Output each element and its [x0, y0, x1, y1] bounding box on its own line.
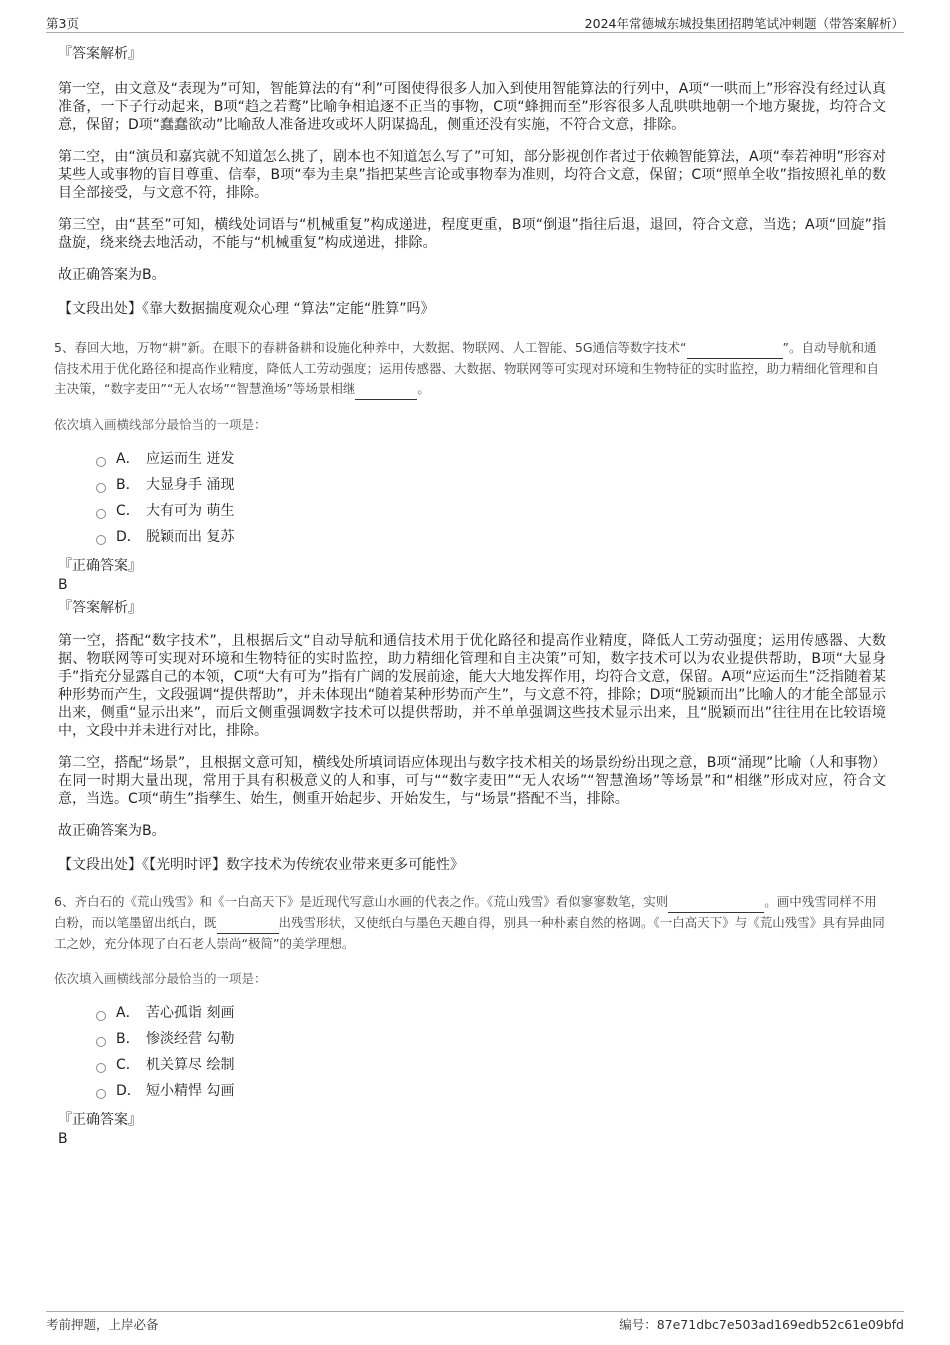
options-list: [96, 446, 886, 550]
analysis-paragraph: 第一空，由文意及“表现为”可知，智能算法的有“利”可图使得很多人加入到使用智能算法的行列中，A项“一哄而上”形容没有经过认真准备，一下子行动起来，B项“趋之若鹜”比喻争相追逐不正当的事物，C项“蜂拥而至”形容很多人乱哄哄地朝一个地方聚拢，均符合文意，保留；D项“蠢蠢欲动”比喻敌人准备进攻或坏人阴谋捣乱，侧重还没有实施，不符合文意，排除。: [58, 81, 886, 133]
analysis-conclusion: 故正确答案为B。: [58, 267, 166, 283]
question-text: 6、齐白石的《荒山残雪》和《一白高天下》是近现代写意山水画的代表之作。《荒山残雪》看似寥寥数笔，实则: [54, 894, 669, 909]
options-list: [96, 1000, 886, 1104]
option-a[interactable]: A． 苦心孤诣 刻画: [96, 1000, 886, 1026]
analysis-paragraph: 第二空，由“演员和嘉宾就不知道怎么挑了，剧本也不知道怎么写了”可知，部分影视创作者过于依赖智能算法，A项“奉若神明”形容对某些人或事物的盲目尊重、信奉，B项“奉为圭臬”指把某些言论或事物奉为准则，均符合文意，保留；C项“照单全收”指按照礼单的数目全部接受，与文意不符，排除。: [58, 149, 886, 201]
option-c[interactable]: C． 大有可为 萌生: [96, 498, 886, 524]
option-b[interactable]: B． 大显身手 涌现: [96, 472, 886, 498]
analysis-paragraph: 第二空，搭配“场景”，且根据文意可知，横线处所填词语应体现出与数字技术相关的场景纷纷出现之意，B项“涌现”比喻（人和事物）在同一时期大量出现，常用于具有积极意义的人和事，可与““数字麦田”“无人农场”“智慧渔场”等场景”和“相继”形成对应，符合文意，当选。C项“萌生”指孳生、始生，侧重开始起步、开始发生，与“场景”搭配不当，排除。: [58, 755, 886, 807]
option-a[interactable]: A． 应运而生 迸发: [96, 446, 886, 472]
analysis-paragraph: 第一空，搭配“数字技术”，且根据后文“自动导航和通信技术用于优化路径和提高作业精度，降低人工劳动强度；运用传感器、大数据、物联网等可实现对环境和生物特征的实时监控，助力精细化管理和自主决策”可知，数字技术可以为农业提供帮助，B项“大显身手”指充分显露自己的本领，C项“大有可为”指有广阔的发展前途，能大大地发挥作用，均符合文意，保留。A项“应运而生”泛指随着某种形势而产生，文段强调“提供帮助”，并未体现出“随着某种形势而产生”，与文意不符，排除；D项“脱颖而出”比喻人的才能全部显示出来，侧重“显示出来”，而后文侧重强调数字技术可以提供帮助，并不单单强调这些技术显示出来，且“脱颖而出”往往用在比较语境中，文段中并未进行对比，排除。: [58, 633, 886, 739]
radio-icon[interactable]: [96, 1011, 106, 1021]
analysis-conclusion: 故正确答案为B。: [58, 823, 166, 839]
analysis-label: 『答案解析』: [58, 46, 142, 62]
question-text: 。画中残雪同样不用白粉，而以笔墨留出纸白，既: [54, 894, 877, 930]
question-text: ”。自动导航和通信技术用于优化路径和提高作业精度，降低人工劳动强度；运用传感器、大数据、物联网等可实现对环境和生物特征的实时监控，助力精细化管理和自主决策，“数字麦田”“无人农场”“智慧渔场”等场景相继: [54, 340, 880, 396]
blank-line: [217, 913, 279, 934]
document-content: [54, 44, 886, 1148]
question-instruction: 依次填入画横线部分最恰当的一项是：: [54, 417, 267, 432]
document-id: 编号：87e71dbc7e503ad169edb52c61e09bfd: [619, 1317, 904, 1332]
question-text: 5、春回大地，万物“耕”新。在眼下的春耕备耕和设施化种养中，大数据、物联网、人工智能、5G通信等数字技术“: [54, 340, 687, 355]
option-c[interactable]: C． 机关算尽 绘制: [96, 1052, 886, 1078]
radio-icon[interactable]: [96, 1089, 106, 1099]
question-instruction: 依次填入画横线部分最恰当的一项是：: [54, 971, 267, 986]
page-number: 第3页: [46, 16, 79, 31]
correct-answer-label: 『正确答案』: [58, 558, 142, 574]
radio-icon[interactable]: [96, 1037, 106, 1047]
correct-answer-label: 『正确答案』: [58, 1112, 142, 1128]
blank-line: [668, 892, 764, 913]
analysis-label: 『答案解析』: [58, 600, 142, 616]
correct-answer: B: [58, 577, 68, 593]
correct-answer: B: [58, 1131, 68, 1147]
source-citation: 【文段出处】《靠大数据揣度观众心理 “算法”定能“胜算”吗》: [58, 301, 435, 317]
blank-line: [355, 379, 417, 400]
radio-icon[interactable]: [96, 535, 106, 545]
option-d[interactable]: D． 脱颖而出 复苏: [96, 524, 886, 550]
option-d[interactable]: D． 短小精悍 勾画: [96, 1078, 886, 1104]
question-text: 。: [417, 381, 430, 396]
blank-line: [687, 338, 783, 359]
radio-icon[interactable]: [96, 457, 106, 467]
document-title: 2024年常德城东城投集团招聘笔试冲刺题（带答案解析）: [584, 16, 904, 31]
option-b[interactable]: B． 惨淡经营 勾勒: [96, 1026, 886, 1052]
radio-icon[interactable]: [96, 509, 106, 519]
radio-icon[interactable]: [96, 483, 106, 493]
page-header: [46, 12, 904, 33]
question-6-stem: [54, 892, 886, 954]
footer-slogan: 考前押题，上岸必备: [46, 1317, 159, 1332]
radio-icon[interactable]: [96, 1063, 106, 1073]
page-footer: [46, 1311, 904, 1332]
source-citation: 【文段出处】《【光明时评】数字技术为传统农业带来更多可能性》: [58, 857, 464, 873]
question-5-stem: [54, 338, 886, 400]
analysis-paragraph: 第三空，由“甚至”可知，横线处词语与“机械重复”构成递进，程度更重，B项“倒退”指往后退，退回，符合文意，当选；A项“回旋”指盘旋，绕来绕去地活动，不能与“机械重复”构成递进，排除。: [58, 217, 886, 251]
question-text: 出残雪形状，又使纸白与墨色天趣自得，别具一种朴素自然的格调。《一白高天下》与《荒山残雪》具有异曲同工之妙，充分体现了白石老人崇尚“极简”的美学理想。: [54, 915, 885, 951]
